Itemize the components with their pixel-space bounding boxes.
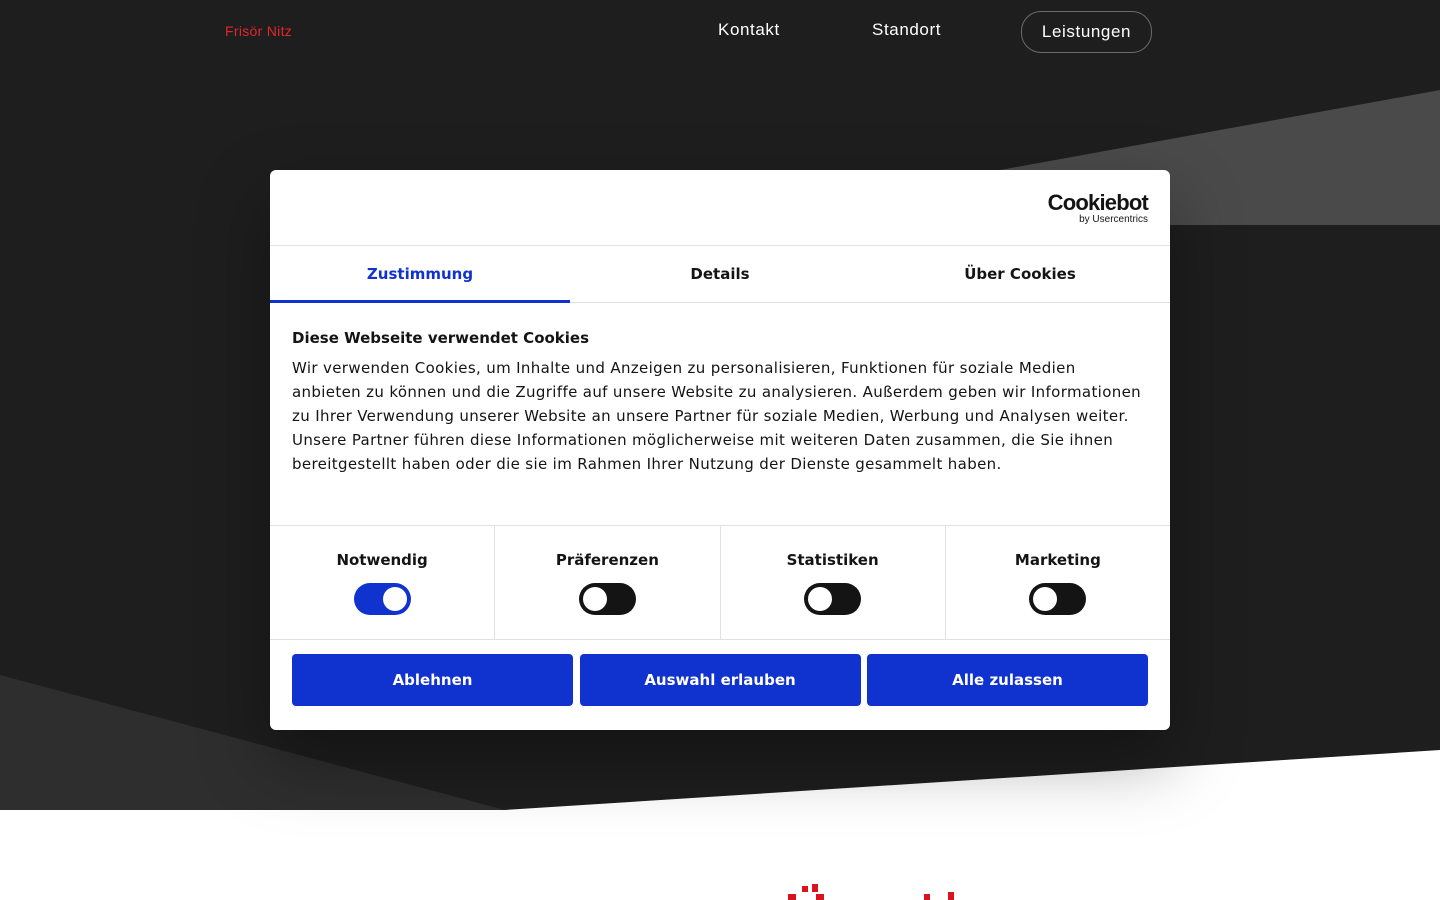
decline-button[interactable]: Ablehnen — [292, 654, 573, 706]
category-label: Präferenzen — [555, 551, 659, 569]
category-label: Statistiken — [786, 551, 879, 569]
toggle-notwendig[interactable] — [354, 583, 411, 615]
toggle-knob — [1033, 587, 1057, 611]
cookie-category-toggles — [270, 525, 1170, 640]
heading-decoration — [788, 884, 958, 900]
category-label: Marketing — [1014, 551, 1101, 569]
tab-ueber-cookies[interactable]: Über Cookies — [964, 265, 1076, 283]
toggle-knob — [583, 587, 607, 611]
category-marketing — [946, 526, 1170, 639]
consent-title: Diese Webseite verwendet Cookies — [292, 329, 590, 347]
nav-button-leistungen[interactable]: Leistungen — [1021, 11, 1152, 53]
toggle-praeferenzen[interactable] — [579, 583, 636, 615]
category-notwendig — [270, 526, 495, 639]
cookie-consent-dialog — [270, 170, 1170, 730]
consent-tabs — [270, 246, 1170, 303]
brand-logo-link[interactable]: Frisör Nitz — [225, 23, 293, 39]
allow-all-button[interactable]: Alle zulassen — [867, 654, 1148, 706]
toggle-knob — [383, 587, 407, 611]
tab-zustimmung[interactable]: Zustimmung — [270, 246, 570, 302]
toggle-knob — [808, 587, 832, 611]
consent-description: Wir verwenden Cookies, um Inhalte und Anzeigen zu personalisieren, Funktionen für soziale Medien anbieten zu können und die Zugriffe auf unsere Website zu analysieren. Außerdem geben wir Informationen zu Ihrer Verwendung unserer Website an unsere Partner für soziale Medien, Werbung und Analysen weiter. Unsere Partner führen diese Informationen möglicherweise mit weiteren Daten zusammen, die Sie ihnen bereitgestellt haben oder die sie im Rahmen Ihrer Nutzung der Dienste gesammelt haben. — [292, 359, 1142, 473]
allow-selection-button[interactable]: Auswahl erlauben — [580, 654, 861, 706]
cookiebot-logo-subtext: by Usercentrics — [1079, 214, 1148, 225]
nav-link-kontakt[interactable]: Kontakt — [718, 20, 780, 39]
toggle-marketing[interactable] — [1029, 583, 1086, 615]
consent-actions — [292, 654, 1148, 706]
cookiebot-logo[interactable] — [1048, 192, 1148, 226]
consent-body — [292, 328, 1148, 476]
dialog-header — [270, 170, 1170, 246]
content-section — [0, 810, 1440, 900]
toggle-statistiken[interactable] — [804, 583, 861, 615]
category-label: Notwendig — [336, 551, 428, 569]
category-statistiken — [721, 526, 946, 639]
nav-link-standort[interactable]: Standort — [872, 20, 942, 39]
tab-details[interactable]: Details — [690, 265, 750, 283]
cookiebot-logo-text: Cookiebot — [1047, 190, 1148, 215]
category-praeferenzen — [495, 526, 720, 639]
site-navigation — [0, 0, 1440, 64]
